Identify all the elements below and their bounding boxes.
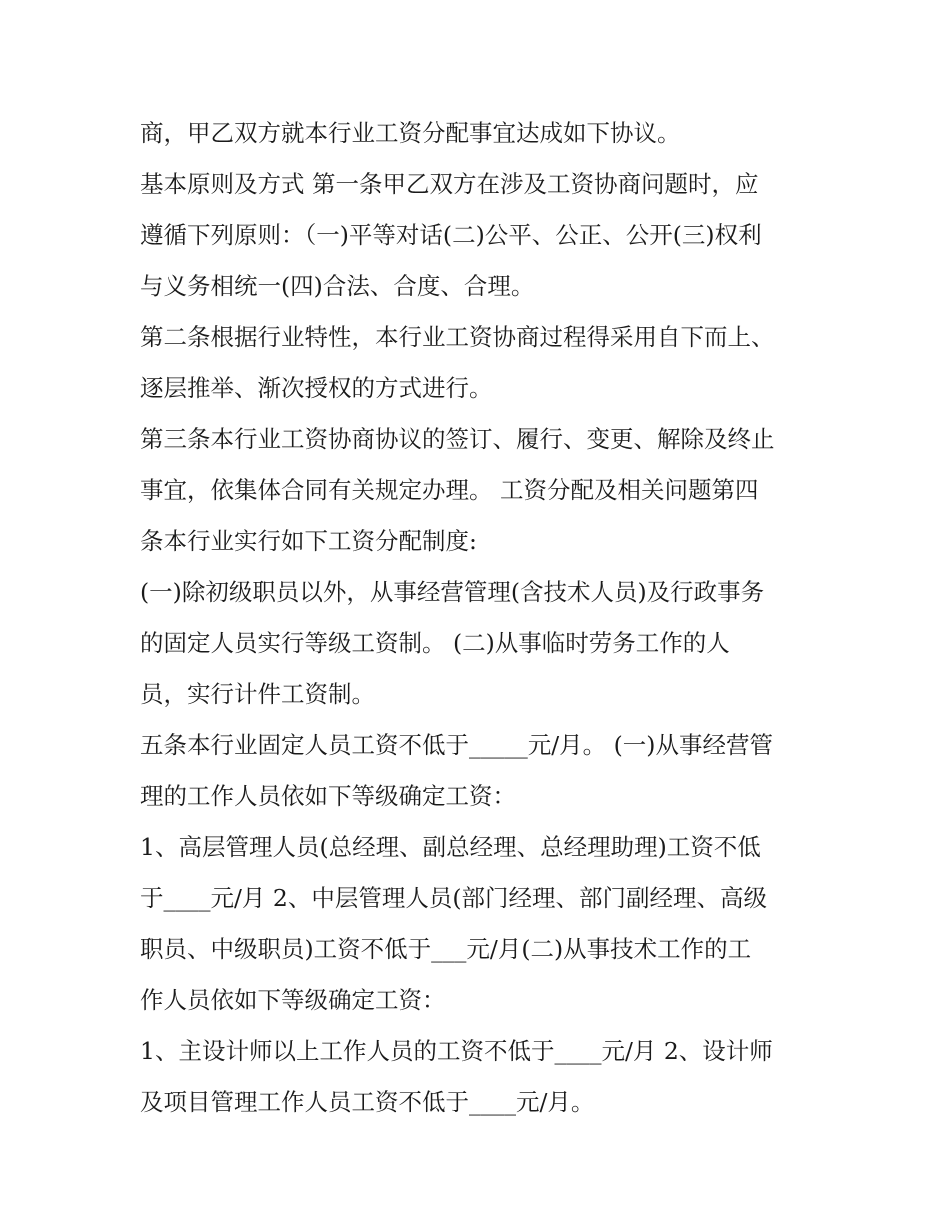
text-line: 五条本行业固定人员工资不低于_____元/月。 (一)从事经营管 bbox=[140, 731, 773, 759]
text-line: 第三条本行业工资协商协议的签订、履行、变更、解除及终止 bbox=[140, 425, 775, 453]
text-line: 条本行业实行如下工资分配制度: bbox=[140, 527, 477, 555]
text-line: 基本原则及方式 第一条甲乙双方在涉及工资协商问题时，应 bbox=[140, 170, 759, 198]
text-line: 的固定人员实行等级工资制。 (二)从事临时劳务工作的人 bbox=[140, 629, 730, 657]
text-line: (一)除初级职员以外，从事经营管理(含技术人员)及行政事务 bbox=[140, 578, 765, 606]
text-line: 于____元/月 2、中层管理人员(部门经理、部门副经理、高级 bbox=[140, 884, 768, 912]
text-line: 遵循下列原则：（一)平等对话(二)公平、公正、公开(三)权利 bbox=[140, 221, 762, 249]
text-line: 1、高层管理人员(总经理、副总经理、总经理助理)工资不低 bbox=[140, 833, 761, 861]
text-line: 事宜，依集体合同有关规定办理。 工资分配及相关问题第四 bbox=[140, 476, 759, 504]
text-line: 及项目管理工作人员工资不低于____元/月。 bbox=[140, 1088, 595, 1116]
text-line: 1、主设计师以上工作人员的工资不低于____元/月 2、设计师 bbox=[140, 1037, 773, 1065]
document-body bbox=[140, 108, 820, 1128]
text-line: 第二条根据行业特性，本行业工资协商过程得采用自下而上、 bbox=[140, 323, 775, 351]
text-line: 理的工作人员依如下等级确定工资： bbox=[140, 782, 516, 810]
text-line: 职员、中级职员)工资不低于___元/月(二)从事技术工作的工 bbox=[140, 935, 752, 963]
text-line: 作人员依如下等级确定工资： bbox=[140, 986, 446, 1014]
text-line: 商，甲乙双方就本行业工资分配事宜达成如下协议。 bbox=[140, 119, 681, 147]
text-line: 员，实行计件工资制。 bbox=[140, 680, 375, 708]
text-line: 逐层推举、渐次授权的方式进行。 bbox=[140, 374, 493, 402]
text-line: 与义务相统一(四)合法、合度、合理。 bbox=[140, 272, 535, 300]
